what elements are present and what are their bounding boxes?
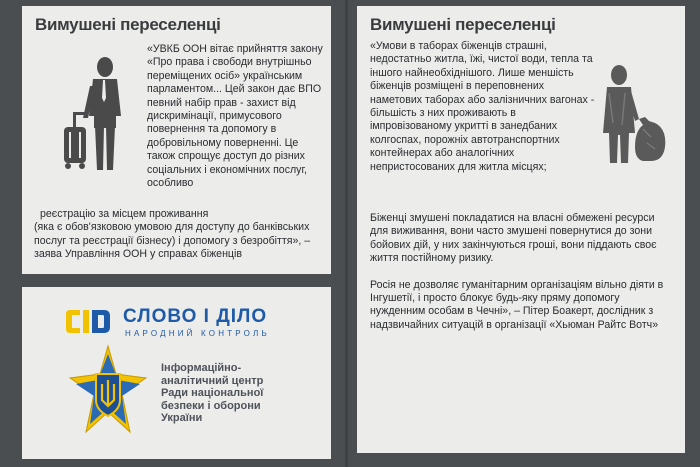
- unhcr-quote-text: «УВКБ ООН вітає прийняття закону «Про права і свободи внутрішньо переміщених осіб» українським парламентом... Цей закон дає ВПО певний набір прав - захист від дискримінації, примусового повернення та допомогу в добровільному поверненні. Це також спрощує доступ до різних соціальних і економічних послуг, особливо: [147, 43, 323, 190]
- refugee-with-bag-icon: [595, 63, 675, 168]
- column-divider: [345, 0, 348, 467]
- hrw-quote-continued: [370, 212, 675, 345]
- rnbo-line-3: Ради національної: [161, 387, 264, 400]
- rnbo-line-2: аналітичний центр: [161, 374, 264, 387]
- rnbo-emblem-icon: [66, 344, 150, 440]
- hrw-paragraph-2: Росія не дозволяє гуманітарним організаціям вільно діяти в Інгушетії, і просто блокує будь-яку пряму допомогу нужденним особам в Чечні», – Пітер Боакерт, дослідник з надзвичайних ситуацій в організації «Хьюман Райтс Вотч»: [370, 278, 664, 331]
- slovo-i-dilo-logo-icon: [64, 306, 124, 340]
- unhcr-quote-continued: [34, 208, 326, 262]
- rnbo-center-name: [161, 362, 326, 425]
- logos-panel: [22, 287, 331, 459]
- rnbo-line-5: України: [161, 412, 203, 425]
- person-with-suitcase-icon: [60, 56, 130, 174]
- left-panel-title: Вимушені переселенці: [35, 15, 221, 34]
- unhcr-quote-registration-line: реєстрацію за місцем проживання: [40, 208, 209, 220]
- rnbo-line-4: безпеки і оборони: [161, 399, 261, 412]
- left-top-panel: [22, 6, 331, 274]
- unhcr-quote-ending: (яка є обов'язковою умовою для доступу до банківських послуг та реєстрації бізнесу) і допомогу з безробіття», – заява Управління ООН у справах біженців: [34, 221, 311, 261]
- rnbo-line-1: Інформаційно-: [161, 362, 242, 374]
- slovo-i-dilo-name: СЛОВО І ДІЛО: [123, 306, 268, 327]
- hrw-quote-text: «Умови в таборах біженців страшні, недостатньо житла, їжі, чистої води, тепла та іншого найнеобхіднішого. Лише меншість біженців розміщені в переповнених наметових таборах або залізничних вагонах - більшість з них проживають в імпровізованому укритті в занедбаних колгоспах, порожніх автотранспортних контейнерах або аналогічних непристосованих для житла місцях;: [370, 40, 595, 173]
- right-panel: [357, 6, 685, 453]
- hrw-paragraph-1: Біженці змушені покладатися на власні обмежені ресурси для виживання, вони часто змушені повернутися до зони бойових дій, у них закінчуються гроші, вони піддають своє життя постійному ризику.: [370, 212, 657, 265]
- right-panel-title: Вимушені переселенці: [370, 15, 556, 34]
- slovo-i-dilo-subtitle: НАРОДНИЙ КОНТРОЛЬ: [125, 329, 270, 338]
